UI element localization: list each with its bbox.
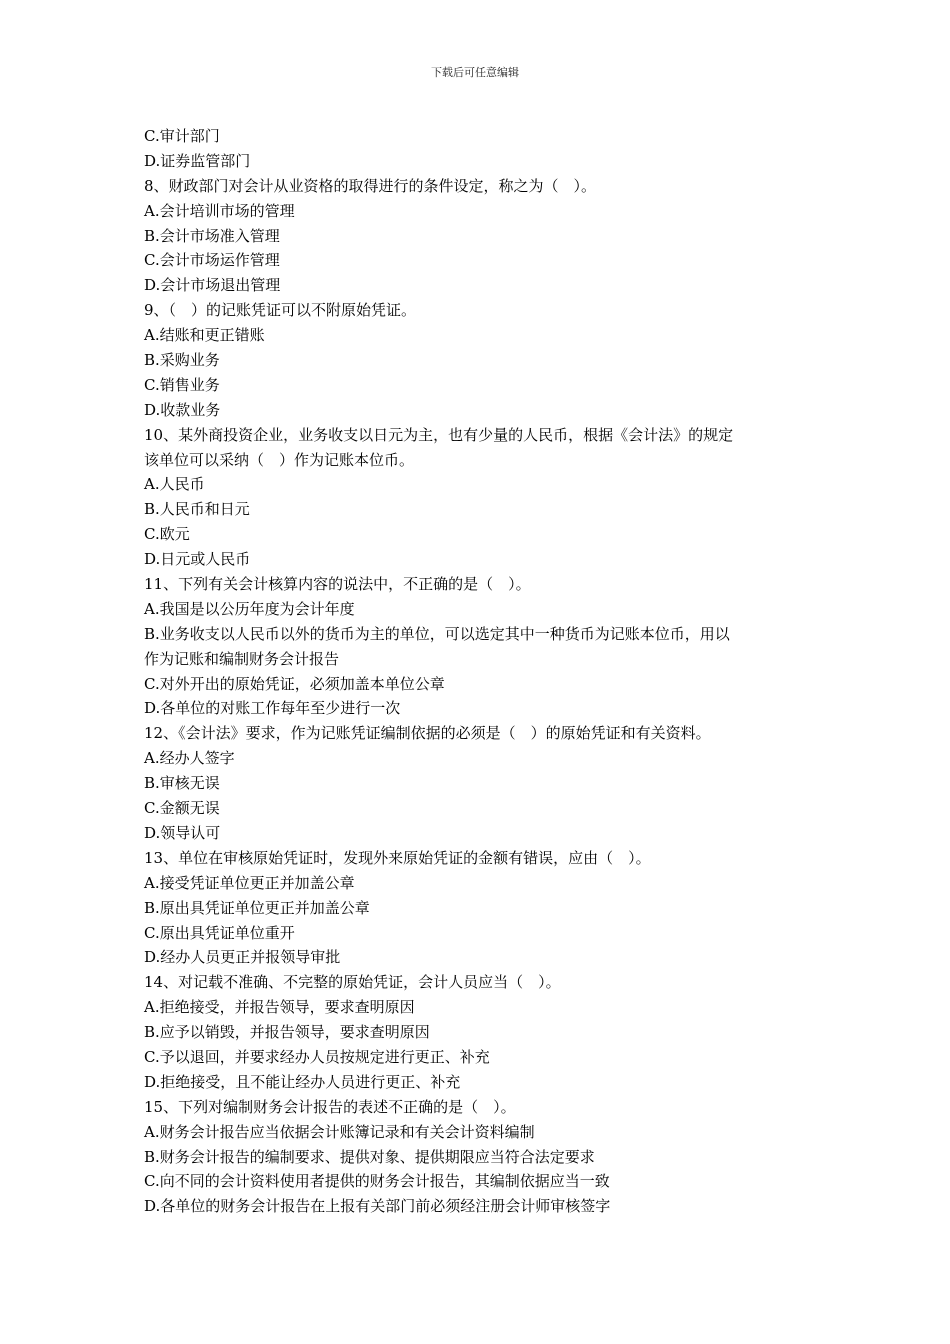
option-line: C.予以退回，并要求经办人员按规定进行更正、补充 bbox=[144, 1047, 490, 1066]
option-line: A.经办人签字 bbox=[144, 749, 235, 768]
option-line: D.拒绝接受，且不能让经办人员进行更正、补充 bbox=[144, 1072, 461, 1091]
option-line: C.销售业务 bbox=[144, 375, 220, 394]
question-line: 12、《会计法》要求，作为记账凭证编制依据的必须是（ ）的原始凭证和有关资料。 bbox=[144, 724, 711, 743]
option-line: A.拒绝接受，并报告领导，要求查明原因 bbox=[144, 998, 415, 1017]
option-line: C.向不同的会计资料使用者提供的财务会计报告，其编制依据应当一致 bbox=[144, 1172, 610, 1191]
option-line: D.经办人员更正并报领导审批 bbox=[144, 948, 341, 967]
option-line: A.会计培训市场的管理 bbox=[144, 201, 295, 220]
question-line: 10、某外商投资企业，业务收支以日元为主，也有少量的人民币，根据《会计法》的规定 bbox=[144, 425, 734, 444]
option-line: B.财务会计报告的编制要求、提供对象、提供期限应当符合法定要求 bbox=[144, 1147, 595, 1166]
option-line: D.各单位的对账工作每年至少进行一次 bbox=[144, 699, 401, 718]
text-line: C.审计部门 bbox=[144, 127, 220, 145]
option-line: A.财务会计报告应当依据会计账簿记录和有关会计资料编制 bbox=[144, 1122, 535, 1141]
question-line: 14、对记载不准确、不完整的原始凭证，会计人员应当（ ）。 bbox=[144, 973, 561, 992]
option-line: D.领导认可 bbox=[144, 823, 221, 842]
option-line: A.接受凭证单位更正并加盖公章 bbox=[144, 873, 355, 892]
option-line: C.原出具凭证单位重开 bbox=[144, 923, 295, 942]
question-line: 该单位可以采纳（ ）作为记账本位币。 bbox=[144, 450, 415, 469]
question-line: 11、下列有关会计核算内容的说法中，不正确的是（ ）。 bbox=[144, 575, 531, 594]
option-line: D.各单位的财务会计报告在上报有关部门前必须经注册会计师审核签字 bbox=[144, 1197, 611, 1216]
option-line: D.日元或人民币 bbox=[144, 550, 251, 569]
option-line: B.采购业务 bbox=[144, 351, 220, 370]
option-line: C.对外开出的原始凭证，必须加盖本单位公章 bbox=[144, 674, 445, 693]
option-line: B.会计市场准入管理 bbox=[144, 226, 280, 245]
option-line: C.会计市场运作管理 bbox=[144, 251, 280, 270]
question-line: 15、下列对编制财务会计报告的表述不正确的是（ ）。 bbox=[144, 1097, 516, 1116]
option-line: D.会计市场退出管理 bbox=[144, 276, 281, 295]
question-line: 9、（ ）的记账凭证可以不附原始凭证。 bbox=[144, 301, 417, 320]
option-line: B.人民币和日元 bbox=[144, 500, 250, 519]
document-body bbox=[144, 124, 814, 1219]
option-line: B.审核无误 bbox=[144, 774, 220, 793]
option-line: C.金额无误 bbox=[144, 799, 220, 818]
question-line: 13、单位在审核原始凭证时，发现外来原始凭证的金额有错误，应由（ ）。 bbox=[144, 848, 651, 867]
text-line: D.证券监管部门 bbox=[144, 151, 251, 170]
option-line: A.人民币 bbox=[144, 475, 205, 494]
option-line: B.业务收支以人民币以外的货币为主的单位，可以选定其中一种货币为记账本位币，用以 bbox=[144, 624, 730, 643]
option-line: A.结账和更正错账 bbox=[144, 326, 265, 345]
option-line: B.应予以销毁，并报告领导，要求查明原因 bbox=[144, 1023, 430, 1042]
question-line: 8、财政部门对会计从业资格的取得进行的条件设定，称之为（ ）。 bbox=[144, 176, 597, 195]
option-line: A.我国是以公历年度为会计年度 bbox=[144, 599, 355, 618]
option-line: D.收款业务 bbox=[144, 400, 221, 419]
option-line: 作为记账和编制财务会计报告 bbox=[144, 649, 340, 668]
option-line: B.原出具凭证单位更正并加盖公章 bbox=[144, 898, 370, 917]
page-header: 下载后可任意编辑 bbox=[431, 66, 519, 79]
option-line: C.欧元 bbox=[144, 525, 190, 544]
